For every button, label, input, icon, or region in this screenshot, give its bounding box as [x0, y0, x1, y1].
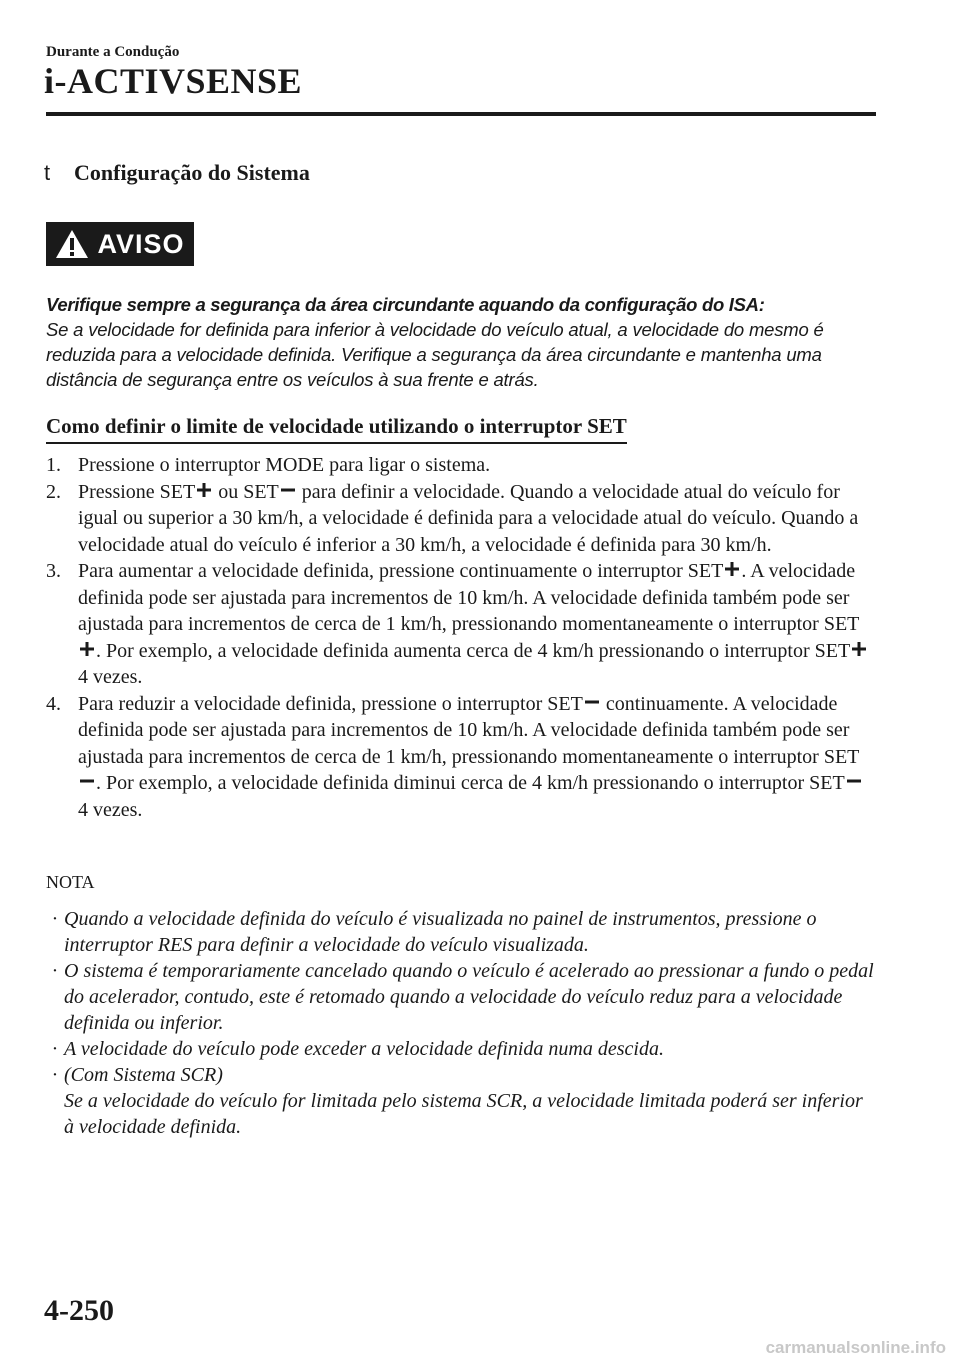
- minus-icon: [280, 482, 296, 498]
- note-text: A velocidade do veículo pode exceder a velocidade definida numa descida.: [64, 1038, 664, 1060]
- step-text-segment: Pressione SET: [78, 480, 196, 503]
- bullet: ·: [51, 1038, 59, 1060]
- running-header-section: Durante a Condução: [46, 44, 180, 60]
- procedure-step: [46, 691, 876, 824]
- minus-icon: [846, 773, 862, 789]
- note-item: [46, 906, 876, 958]
- procedure-step: [46, 558, 876, 691]
- warning-label: AVISO: [97, 228, 185, 259]
- note-item: [46, 958, 876, 1036]
- bullet: ·: [51, 960, 59, 982]
- warning-badge: [46, 222, 194, 266]
- step-text-segment: ou SET: [213, 480, 279, 503]
- note-item: [46, 1062, 876, 1140]
- section-marker: t: [44, 160, 51, 185]
- step-text-segment: Pressione o interruptor MODE para ligar o sistema.: [78, 454, 491, 476]
- note-text: Quando a velocidade definida do veículo é visualizada no painel de instrumentos, pressione o interruptor RES para definir a velocidade do veículo visualizada.: [64, 908, 817, 956]
- warning-title: Verifique sempre a segurança da área circundante aquando da configuração do ISA:: [46, 294, 765, 315]
- step-number: 4.: [46, 692, 61, 715]
- step-text-segment: Para aumentar a velocidade definida, pressione continuamente o interruptor SET: [78, 560, 724, 582]
- step-text: [78, 558, 876, 691]
- step-text: [78, 452, 876, 479]
- procedure-heading: Como definir o limite de velocidade utilizando o interruptor SET: [46, 414, 627, 444]
- step-text: [78, 691, 876, 824]
- plus-icon: [196, 482, 212, 498]
- plus-icon: [79, 641, 95, 657]
- step-text-segment: . A velocidade definida pode ser ajustada para incrementos de 10 km/h. A velocidade definida também pode ser ajustada para incrementos de cerca de 1 km/h, pressionando momentaneamente o interruptor SET: [78, 560, 860, 635]
- note-list: [46, 906, 876, 1140]
- step-number: 2.: [46, 480, 61, 503]
- note-text: O sistema é temporariamente cancelado quando o veículo é acelerado ao pressionar a fundo o pedal do acelerador, contudo, este é retomado quando a velocidade do veículo reduz para a velocidade definida ou inferior.: [64, 960, 874, 1034]
- procedure-step: [46, 452, 876, 479]
- header-rule: [46, 112, 876, 116]
- step-text-segment: . Por exemplo, a velocidade definida aumenta cerca de 4 km/h pressionando o interruptor SET: [96, 639, 851, 662]
- step-text-segment: para definir a velocidade. Quando a velocidade atual do veículo for igual ou superior a 30 km/h, a velocidade é definida para a velocidade atual do veículo. Quando a velocidade atual do veículo é inferior a 30 km/h, a velocidade é definida para 30 km/h.: [78, 480, 859, 556]
- note-text: (Com Sistema SCR) Se a velocidade do veículo for limitada pelo sistema SCR, a velocidade limitada poderá ser inferior à velocidade definida.: [64, 1064, 863, 1138]
- step-text-segment: Para reduzir a velocidade definida, pressione o interruptor SET: [78, 692, 583, 715]
- warning-text: [46, 292, 876, 392]
- section-title: Configuração do Sistema: [74, 160, 310, 185]
- minus-icon: [79, 773, 95, 789]
- bullet: ·: [51, 1064, 59, 1086]
- procedure-steps: [46, 452, 876, 823]
- note-label: NOTA: [46, 872, 95, 892]
- step-text: [78, 479, 876, 559]
- plus-icon: [724, 561, 740, 577]
- plus-icon: [851, 641, 867, 657]
- warning-triangle-icon: [55, 229, 89, 259]
- watermark: carmanualsonline.info: [765, 1338, 946, 1357]
- step-text-segment: 4 vezes.: [78, 798, 143, 821]
- step-number: 1.: [46, 454, 61, 476]
- page-number: 4-250: [44, 1294, 114, 1327]
- running-header-title: i-ACTIVSENSE: [44, 61, 303, 101]
- step-text-segment: continuamente. A velocidade definida pode ser ajustada para incrementos de 10 km/h. A velocidade definida também pode ser ajustada para incrementos de cerca de 1 km/h, pressionando momentaneamente o interruptor SET: [78, 692, 860, 768]
- warning-body: Se a velocidade for definida para inferior à velocidade do veículo atual, a velocidade do mesmo é reduzida para a velocidade definida. Verifique a segurança da área circundante e mantenha uma distância de segurança entre os veículos à sua frente e atrás.: [46, 319, 824, 390]
- step-text-segment: . Por exemplo, a velocidade definida diminui cerca de 4 km/h pressionando o interruptor SET: [96, 772, 845, 794]
- step-text-segment: 4 vezes.: [78, 666, 143, 688]
- note-item: [46, 1036, 876, 1062]
- procedure-step: [46, 479, 876, 559]
- minus-icon: [584, 694, 600, 710]
- bullet: ·: [51, 908, 59, 930]
- step-number: 3.: [46, 560, 61, 582]
